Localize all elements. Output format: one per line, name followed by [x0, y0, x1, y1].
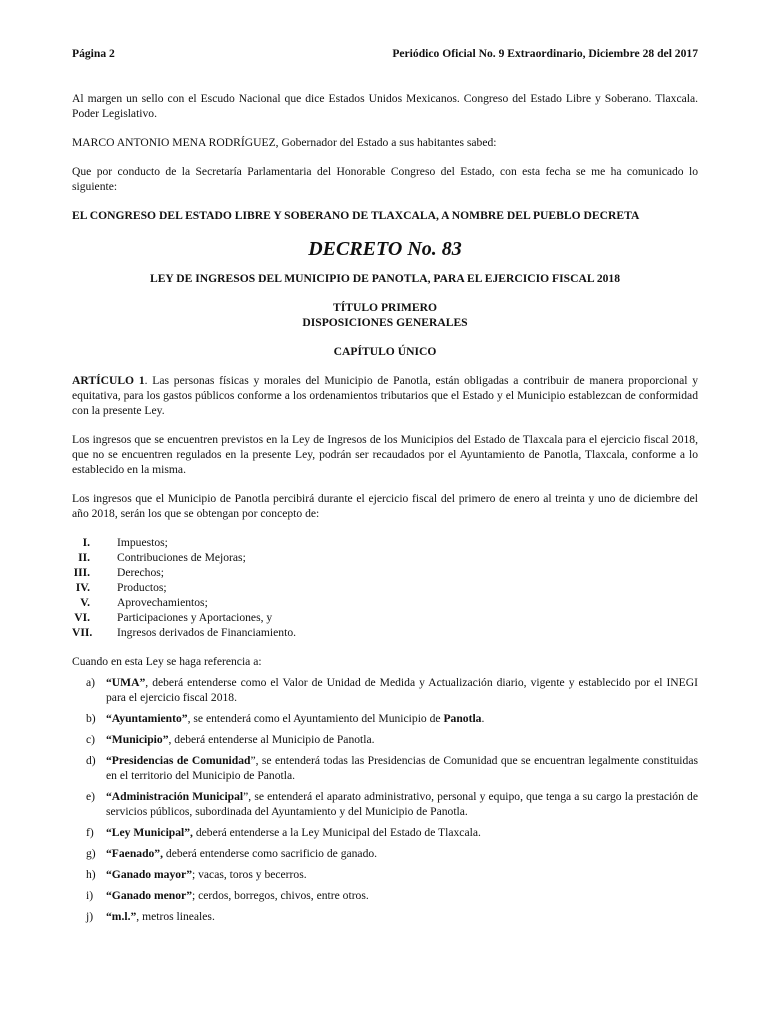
definition-item — [72, 846, 698, 861]
definition-item — [72, 732, 698, 747]
income-concept-list — [72, 535, 698, 640]
definition-body — [106, 888, 698, 903]
list-item-number: VII. — [72, 626, 93, 639]
definition-term: “Ganado menor” — [106, 889, 192, 902]
article-1-label: ARTÍCULO 1 — [72, 374, 145, 387]
list-item — [72, 610, 698, 625]
definition-letter: a) — [86, 676, 96, 689]
list-item-number: VI. — [74, 611, 90, 624]
list-item-text: Productos; — [117, 581, 167, 594]
definition-item — [72, 825, 698, 840]
definitions-list — [72, 675, 698, 924]
definition-term: “m.l.” — [106, 910, 137, 923]
list-item-number: V. — [80, 596, 90, 609]
definition-body — [106, 711, 698, 726]
communication-paragraph: Que por conducto de la Secretaría Parlamentaria del Honorable Congreso del Estado, con esta fecha se me ha comunicado lo siguiente: — [72, 165, 698, 193]
list-item — [72, 625, 698, 640]
title-name: DISPOSICIONES GENERALES — [302, 316, 468, 329]
definition-item — [72, 675, 698, 705]
paragraph-unregulated-income: Los ingresos que se encuentren previstos en la Ley de Ingresos de los Municipios del Estado de Tlaxcala para el ejercicio fiscal 2018, que no se encuentren regulados en la presente Ley, podrán ser recaudados por el Ayuntamiento de Panotla, Tlaxcala, conforme a lo establecido en la misma. — [72, 433, 698, 476]
list-item — [72, 565, 698, 580]
list-item-text: Derechos; — [117, 566, 164, 579]
list-item-text: Impuestos; — [117, 536, 168, 549]
definition-item — [72, 753, 698, 783]
definition-letter: i) — [86, 889, 94, 902]
definition-term: “Ley Municipal”, — [106, 826, 193, 839]
definition-text: ”, se entenderá el aparato administrativo, personal y equipo, que tenga a su cargo la prestación de servicios públicos, subordinada del Ayuntamiento y del Municipio de Panotla. — [106, 790, 698, 818]
definitions-intro: Cuando en esta Ley se haga referencia a: — [72, 655, 262, 668]
publication-info: Periódico Oficial No. 9 Extraordinario, Diciembre 28 del 2017 — [392, 47, 698, 60]
title-heading — [72, 300, 698, 330]
page-header — [72, 46, 698, 61]
definition-item — [72, 909, 698, 924]
list-item — [72, 595, 698, 610]
definition-letter: j) — [86, 910, 94, 923]
definition-letter: d) — [86, 754, 96, 767]
definition-letter: e) — [86, 790, 96, 803]
definition-body — [106, 909, 698, 924]
list-item — [72, 535, 698, 550]
definition-text: , se entenderá como el Ayuntamiento del Municipio de — [187, 712, 444, 725]
list-item-text: Ingresos derivados de Financiamiento. — [117, 626, 297, 639]
definition-body — [106, 753, 698, 783]
list-item-text: Aprovechamientos; — [117, 596, 208, 609]
list-item-text: Contribuciones de Mejoras; — [117, 551, 246, 564]
paragraph-income-concepts: Los ingresos que el Municipio de Panotla percibirá durante el ejercicio fiscal del primero de enero al treinta y uno de diciembre del año 2018, serán los que se obtengan por concepto de: — [72, 492, 698, 520]
definition-letter: b) — [86, 712, 96, 725]
definition-letter: f) — [86, 826, 94, 839]
definition-text-end: . — [481, 712, 485, 725]
definition-letter: c) — [86, 733, 96, 746]
list-item-number: II. — [78, 551, 90, 564]
definition-item — [72, 888, 698, 903]
definition-term: “Municipio” — [106, 733, 169, 746]
law-title: LEY DE INGRESOS DEL MUNICIPIO DE PANOTLA, PARA EL EJERCICIO FISCAL 2018 — [149, 272, 621, 285]
list-item-number: IV. — [75, 581, 90, 594]
definition-body — [106, 789, 698, 819]
definition-body — [106, 825, 698, 840]
definition-text: , deberá entenderse al Municipio de Panotla. — [168, 733, 375, 746]
list-item-number: III. — [73, 566, 90, 579]
definition-item — [72, 711, 698, 726]
definition-item — [72, 867, 698, 882]
article-1-text: . Las personas físicas y morales del Municipio de Panotla, están obligadas a contribuir de manera proporcional y equitativa, para los gastos públicos conforme a los ordenamientos tributarios que el Estado y el Municipio establezcan de conformidad con la presente Ley. — [72, 374, 699, 417]
congress-decree-heading: EL CONGRESO DEL ESTADO LIBRE Y SOBERANO DE TLAXCALA, A NOMBRE DEL PUEBLO DECRETA — [72, 209, 640, 222]
list-item-number: I. — [82, 536, 90, 549]
definition-term: “UMA” — [106, 676, 146, 689]
definition-term: “Ganado mayor” — [106, 868, 192, 881]
definition-text: , deberá entenderse como el Valor de Unidad de Medida y Actualización diario, vigente y establecido por el INEGI para el ejercicio fiscal 2018. — [106, 676, 698, 704]
decree-title: DECRETO No. 83 — [308, 238, 462, 260]
definition-term: “Faenado”, — [106, 847, 164, 860]
list-item — [72, 550, 698, 565]
definition-text: deberá entenderse como sacrificio de ganado. — [163, 847, 378, 860]
article-1-paragraph — [72, 373, 698, 418]
list-item-text: Participaciones y Aportaciones, y — [117, 611, 273, 624]
definition-text: deberá entenderse a la Ley Municipal del Estado de Tlaxcala. — [192, 826, 481, 839]
definition-body — [106, 867, 698, 882]
definition-body — [106, 846, 698, 861]
governor-paragraph: MARCO ANTONIO MENA RODRÍGUEZ, Gobernador del Estado a sus habitantes sabed: — [72, 136, 497, 149]
definition-term-secondary: Panotla — [443, 712, 482, 725]
definition-letter: g) — [86, 847, 96, 860]
definition-body — [106, 732, 698, 747]
title-number: TÍTULO PRIMERO — [332, 301, 438, 314]
definition-text: , metros lineales. — [136, 910, 215, 923]
definition-term: “Ayuntamiento” — [106, 712, 188, 725]
seal-paragraph: Al margen un sello con el Escudo Nacional que dice Estados Unidos Mexicanos. Congreso del Estado Libre y Soberano. Tlaxcala. Poder Legislativo. — [72, 92, 698, 120]
definition-body — [106, 675, 698, 705]
definition-item — [72, 789, 698, 819]
definition-text: ; cerdos, borregos, chivos, entre otros. — [192, 889, 369, 902]
chapter-heading: CAPÍTULO ÚNICO — [333, 345, 437, 358]
definition-term: “Administración Municipal — [106, 790, 244, 803]
page-number: Página 2 — [72, 47, 115, 60]
definition-term: “Presidencias de Comunidad — [106, 754, 251, 767]
list-item — [72, 580, 698, 595]
definition-text: ”, se entenderá todas las Presidencias de Comunidad que se encuentran legalmente constituidas en el territorio del Municipio de Panotla. — [106, 754, 698, 782]
definition-letter: h) — [86, 868, 96, 881]
definition-text: ; vacas, toros y becerros. — [192, 868, 307, 881]
